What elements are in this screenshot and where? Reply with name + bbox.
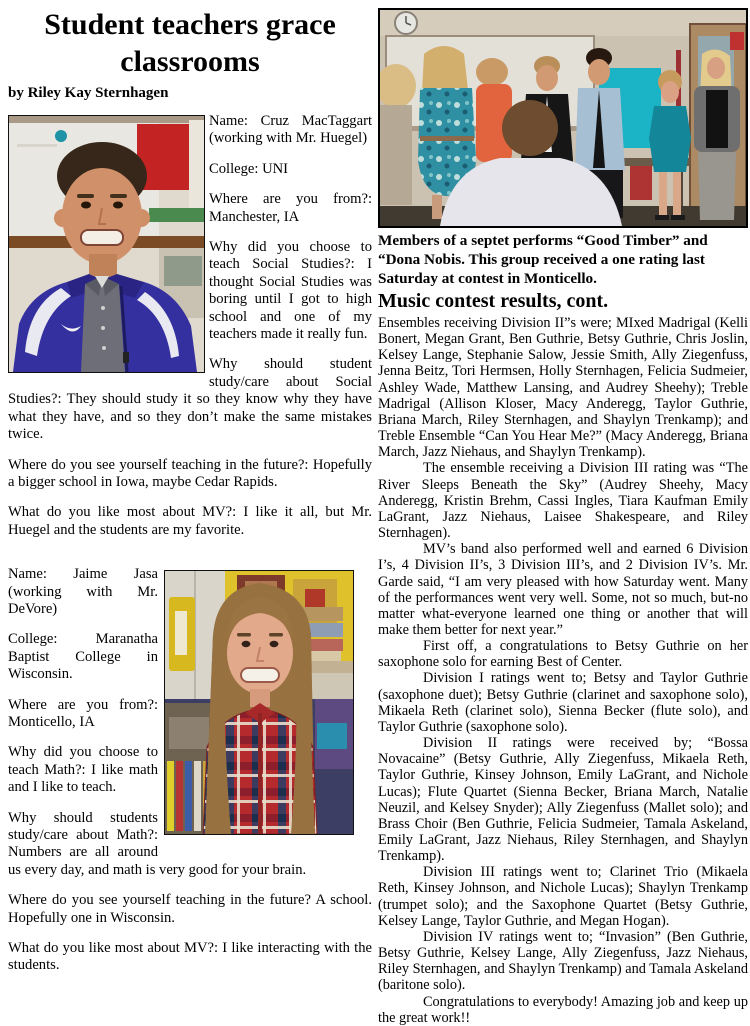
qa-text: College: UNI (209, 160, 289, 177)
qa-text: What do you like most about MV?: I like it all, but Mr. Huegel and the students are my favorite. (8, 504, 372, 538)
smile (81, 230, 123, 245)
cruz-photo-illustration (9, 116, 204, 372)
qa-text: What do you like most about MV?: I like interacting with the students. (8, 940, 372, 974)
body-paragraph: Congratulations to everybody! Amazing job and keep up the great work!! (378, 993, 748, 1026)
qa-text: Name: Cruz MacTaggart (working with Mr. Huegel) (209, 113, 372, 147)
septet-photo (378, 8, 748, 228)
qa-text: Why should student study/care about Social Studies?: They should study it so they know why they have what they have, and so they don’t make the same mistakes twice. (8, 356, 372, 443)
qa-text: Where are you from?: Manchester, IA (209, 191, 372, 225)
body-paragraph: Division I ratings went to; Betsy and Taylor Guthrie (saxophone duet); Betsy Guthrie (clarinet and saxophone solo), Mikaela Reth (clarinet solo), Sienna Becker (flute solo), and Taylor Guthrie (saxophone solo). (378, 670, 748, 735)
singer-back-hair (422, 46, 468, 92)
qa-text: Where do you see yourself teaching in the future?: Hopefully a bigger school in Iowa, maybe Cedar Rapids. (8, 456, 372, 490)
body-paragraph: Ensembles receiving Division II”s were; MIxed Madrigal (Kelli Bonert, Megan Grant, Ben Guthrie, Betsy Guthrie, Chris Joslin, Kelsey Lange, Stephanie Salow, Jessie Smith, Ally Ziegenfuss, Jenna Beitz, Tori Hermsen, Holly Sternhagen, Felicia Sudmeier, Ashley Wade, Matthew Lansing, and Audrey Sheehy); Treble Madrigal (Allison Kloser, Macy Anderegg, Taylor Guthrie, Briana March, Riley Sternhagen, and Shaylyn Trenkamp); and Treble Ensemble “Can You Hear Me?” (Macy Anderegg, Briana March, Jazz Niehaus, and Shaylyn Trenkamp). (378, 315, 748, 461)
jaime-photo (164, 570, 354, 835)
cruz-section (8, 113, 372, 552)
body-paragraph: The ensemble receiving a Division III rating was “The River Sleeps Beneath the Sky” (Audrey Sheehy, Macy Anderegg, Kristin Brehm, Cassi Ingles, Tiara Kaufman Emily LaGrant, Jazz Niehaus, Laisee Shakespeare, and Riley Sternhagen). (378, 460, 748, 542)
face (62, 168, 142, 264)
body-paragraph: Division II ratings were received by; “Bossa Novacaine” (Betsy Guthrie, Ally Ziegenfuss, Mikaela Reth, Taylor Guthrie, Kinsey Johnson, Emily LaGrant, and Nichole Lucas); Flute Quartet (Sienna Becker, Briana March, Natalie Neuzil, and Kelsey Snyder); Ally Ziegenfuss (Mallet solo); and Brass Choir (Ben Guthrie, Felicia Sudmeier, Tamala Askeland, Emily LaGrant, Jazz Niehaus, Riley Sternhagen, and Shaylyn Trenkamp). (378, 735, 748, 865)
qa-text: Why should students study/care about Math?: Numbers are all around us every day, and math is very good for your brain. (8, 809, 307, 878)
teal-dress-singer (649, 106, 691, 172)
student-teachers-article (8, 6, 372, 988)
neck (89, 254, 117, 278)
young-woman-portrait (203, 583, 317, 834)
section-headline: Music contest results, cont. (378, 290, 609, 312)
body-paragraph: Division IV ratings went to; “Invasion” (Ben Guthrie, Betsy Guthrie, Kelsey Lange, Ally Ziegenfuss, Jazz Niehaus, Riley Sternhagen, and Shaylyn Trenkamp) and Tamala Askeland (baritone solo). (378, 928, 748, 994)
cruz-photo (8, 115, 205, 373)
audience-head (502, 100, 558, 156)
body-paragraph: Division III ratings went to; Clarinet Trio (Mikaela Reth, Kinsey Johnson, and Nichole Lucas); Shaylyn Trenkamp (trumpet solo); and the Saxophone Quartet (Betsy Guthrie, Kelsey Lange, Taylor Guthrie, and Megan Hogan). (378, 864, 748, 929)
jaime-photo-illustration (165, 571, 353, 834)
qa-text: College: Maranatha Baptist College in Wisconsin. (8, 631, 158, 683)
byline: by Riley Kay Sternhagen (8, 85, 169, 101)
septet-photo-illustration (380, 10, 746, 226)
photo-caption: Members of a septet performs “Good Timber” and “Dona Nobis. This group received a one rating last Saturday at contest in Monticello. (378, 232, 708, 287)
qa-text: Why did you choose to teach Social Studies?: I thought Social Studies was boring until I got to high school and one of my teachers made it really fun. (209, 239, 372, 343)
qa-text: Why did you choose to teach Math?: I like math and I like to teach. (8, 744, 158, 796)
qa-text: Where are you from?: Monticello, IA (8, 696, 158, 730)
body-paragraph: MV’s band also performed well and earned 6 Division I’s, 4 Division II’s, 3 Division III’s, and 2 Division IV’s. Mr. Garde said, “I am very pleased with how Saturday went. Many of the performances went very well. Some, not so much, but-no matter what-everyone learned one thing or another that will make them better for next year.” (378, 541, 748, 638)
smile (241, 668, 279, 682)
qa-text: Where do you see yourself teaching in the future? A school. Hopefully one in Wisconsin. (8, 892, 372, 926)
article-title: Student teachers grace classrooms (44, 8, 336, 78)
jaime-section (8, 566, 372, 988)
qa-text: Name: Jaime Jasa (working with Mr. DeVore) (8, 566, 158, 617)
body-paragraph: First off, a congratulations to Betsy Guthrie on her saxophone solo for earning Best of Center. (378, 638, 748, 671)
music-contest-article (378, 8, 748, 1026)
